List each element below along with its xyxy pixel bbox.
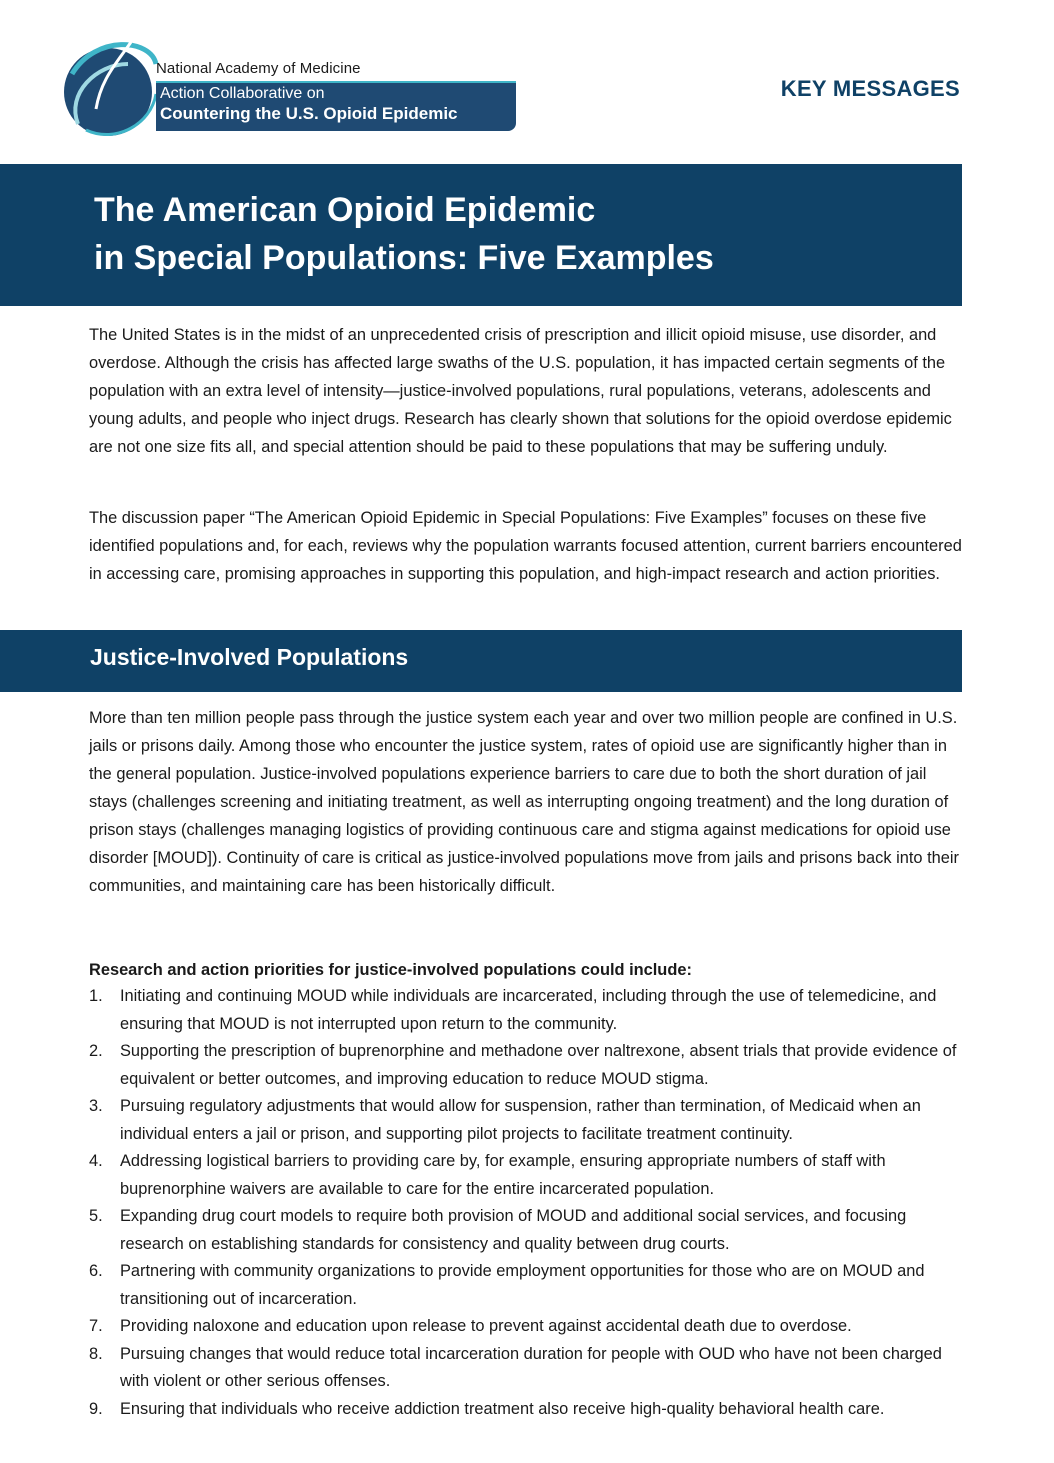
section-paragraph: More than ten million people pass through the justice system each year and over two million people are confined in U.S. jails or prisons daily. Among those who encounter the justice system, rates of opioid use are significantly higher than in the general population. Justice-involved populations experience barriers to care due to both the short duration of jail stays (challenges screening and initiating treatment, as well as interrupting ongoing treatment) and the long duration of prison stays (challenges managing logistics of providing continuous care and stigma against medications for opioid use disorder [MOUD]). Continuity of care is critical as justice-involved populations move from jails and prisons back into their communities, and maintaining care has been historically difficult. [89,709,959,895]
list-item [89,983,969,1038]
logo-org-name: National Academy of Medicine [156,60,361,77]
list-item-number: 5. [89,1207,103,1225]
list-item [89,1341,969,1396]
list-item-text: Providing naloxone and education upon release to prevent against accidental death due to overdose. [120,1317,852,1335]
list-item [89,1396,969,1424]
section-title: Justice-Involved Populations [90,644,409,670]
list-item-text: Pursuing changes that would reduce total incarceration duration for people with OUD who have not been charged with violent or other serious offenses. [120,1344,942,1390]
intro-paragraph-2: The discussion paper “The American Opioid Epidemic in Special Populations: Five Examples” focuses on these five identified populations and, for each, reviews why the population warrants focused attention, current barriers encountered in accessing care, promising approaches in supporting this population, and high-impact research and action priorities. [89,509,962,583]
list-item [89,1148,969,1203]
page-title-line-1: The American Opioid Epidemic [94,191,596,229]
priorities-heading: Research and action priorities for justice-involved populations could include: [89,961,692,979]
list-item [89,1258,969,1313]
list-item-text: Supporting the prescription of buprenorphine and methadone over naltrexone, absent trials that provide evidence of equivalent or better outcomes, and improving education to reduce MOUD stigma. [120,1042,957,1088]
list-item-text: Ensuring that individuals who receive addiction treatment also receive high-quality behavioral health care. [120,1399,885,1418]
logo-swirl-icon [56,34,166,144]
list-item-text: Pursuing regulatory adjustments that would allow for suspension, rather than termination, of Medicaid when an individual enters a jail or prison, and supporting pilot projects to facilitate treatment continuity. [120,1097,921,1143]
list-item-number: 3. [89,1097,103,1115]
organization-logo [56,34,526,144]
list-item-number: 6. [89,1262,103,1280]
priorities-list [89,983,969,1423]
logo-line-1: Action Collaborative on [160,85,325,102]
key-messages-label: KEY MESSAGES [780,76,960,101]
logo-line-2: Countering the U.S. Opioid Epidemic [160,104,458,123]
intro-paragraph-1: The United States is in the midst of an unprecedented crisis of prescription and illicit opioid misuse, use disorder, and overdose. Although the crisis has affected large swaths of the U.S. population, it has impacted certain segments of the population with an extra level of intensity—justice-involved populations, rural populations, veterans, adolescents and young adults, and people who inject drugs. Research has clearly shown that solutions for the opioid overdose epidemic are not one size fits all, and special attention should be paid to these populations that may be suffering unduly. [89,326,952,456]
list-item-text: Expanding drug court models to require both provision of MOUD and additional social services, and focusing research on establishing standards for consistency and quality between drug courts. [120,1207,907,1253]
list-item-number: 9. [89,1399,103,1418]
list-item-number: 7. [89,1317,103,1335]
list-item [89,1093,969,1148]
list-item-text: Addressing logistical barriers to providing care by, for example, ensuring appropriate numbers of staff with buprenorphine waivers are available to care for the entire incarcerated population. [120,1152,886,1198]
page-title-line-2: in Special Populations: Five Examples [94,239,714,277]
list-item-number: 4. [89,1152,103,1170]
list-item-number: 1. [89,987,103,1005]
page-title [94,186,914,282]
list-item [89,1203,969,1258]
list-item-number: 2. [89,1042,103,1060]
list-item-number: 8. [89,1344,103,1363]
list-item [89,1038,969,1093]
list-item-text: Partnering with community organizations to provide employment opportunities for those who are on MOUD and transitioning out of incarceration. [120,1262,925,1308]
list-item-text: Initiating and continuing MOUD while individuals are incarcerated, including through the use of telemedicine, and ensuring that MOUD is not interrupted upon return to the community. [120,987,937,1033]
list-item [89,1313,969,1341]
